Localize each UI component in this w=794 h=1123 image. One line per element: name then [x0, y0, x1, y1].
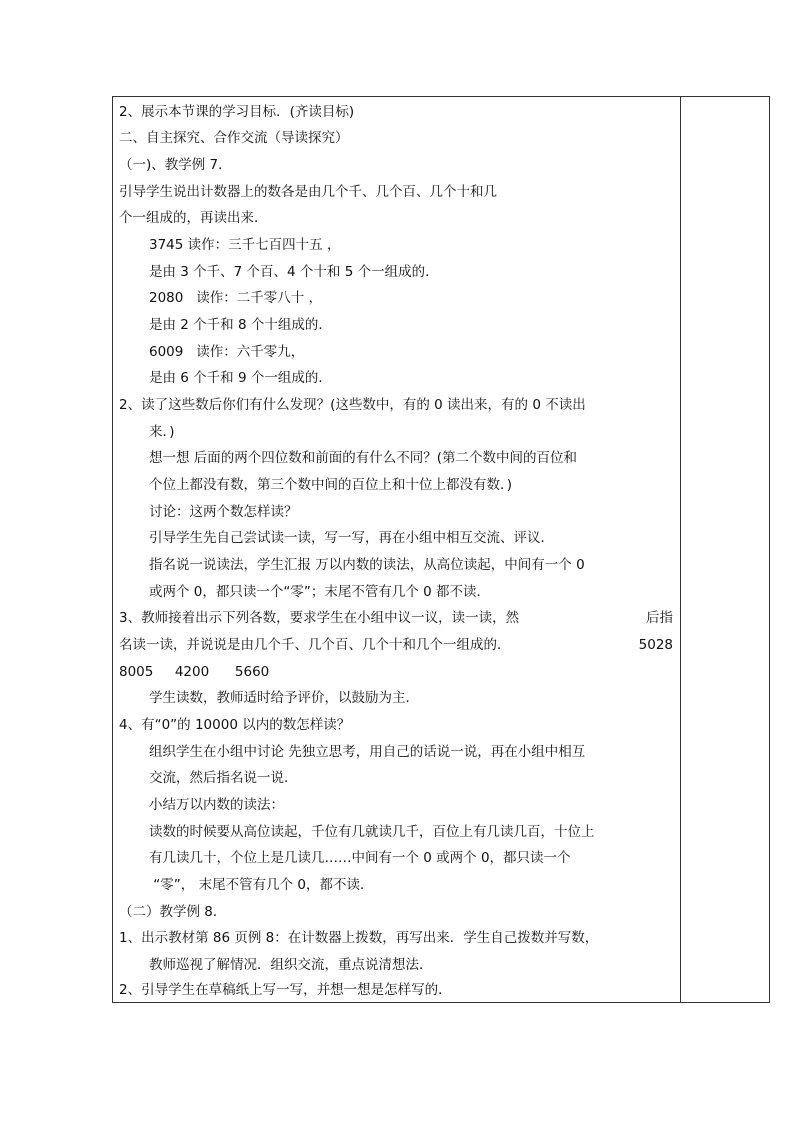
text-line: 是由 3 个千、7 个百、4 个十和 5 个一组成的． — [149, 264, 439, 280]
text-line: 学生读数，教师适时给予评价，以鼓励为主． — [149, 690, 419, 706]
text-line: （一)、教学例 7． — [119, 157, 232, 173]
text-line: 2、展示本节课的学习目标．(齐读目标) — [119, 104, 355, 120]
text-line: 6009 读作：六千零九， — [149, 344, 305, 360]
text-line: 是由 6 个千和 9 个一组成的． — [149, 370, 332, 386]
text-line: 指名说一说读法，学生汇报 万以内数的读法，从高位读起，中间有一个 0 — [149, 557, 585, 573]
text-line: 3、教师接着出示下列各数，要求学生在小组中议一议，读一读，然 — [119, 610, 520, 626]
text-line: 有几读几十，个位上是几读几……中间有一个 0 或两个 0，都只读一个 — [149, 850, 571, 866]
text-line: 2080 读作：二千零八十 ， — [149, 290, 323, 306]
text-line: 想一想 后面的两个四位数和前面的有什么不同？(第二个数中间的百位和 — [149, 450, 578, 466]
text-line: 引导学生先自己尝试读一读，写一写，再在小组中相互交流、评议． — [149, 530, 554, 546]
text-line: 或两个 0，都只读一个“零”；末尾不管有几个 0 都不读． — [149, 584, 491, 600]
text-line: 2、读了这些数后你们有什么发现？(这些数中，有的 0 读出来，有的 0 不读出 — [119, 397, 586, 413]
lesson-table — [112, 96, 770, 1003]
text-line: 个位上都没有数，第三个数中间的百位上和十位上都没有数．) — [149, 477, 513, 493]
text-line: 2、引导学生在草稿纸上写一写，并想一想是怎样写的． — [119, 982, 452, 998]
text-line: 来．) — [149, 424, 175, 440]
column-divider — [680, 97, 681, 1002]
text-line: 讨论：这两个数怎样读？ — [149, 504, 298, 520]
text-line: 交流，然后指名说一说． — [149, 770, 298, 786]
text-line: 1、出示教材第 86 页例 8：在计数器上拨数，再写出来．学生自己拨数并写数， — [119, 930, 599, 946]
text-line: 小结万以内数的读法： — [149, 797, 284, 813]
text-line: 引导学生说出计数器上的数各是由几个千、几个百、几个十和几 — [119, 184, 497, 200]
text-line: 是由 2 个千和 8 个十组成的． — [149, 317, 332, 333]
text-line: “零”， 末尾不管有几个 0，都不读． — [149, 877, 374, 893]
text-line: 名读一读，并说说是由几个千、几个百、几个十和几个一组成的． — [119, 637, 511, 653]
text-line: 8005 4200 5660 — [119, 664, 270, 680]
text-line: 教师巡视了解情况．组织交流，重点说清想法． — [149, 957, 433, 973]
text-line: （二）教学例 8． — [119, 904, 227, 920]
text-line: 二、自主探究、合作交流（导读探究） — [119, 130, 349, 146]
text-line: 个一组成的，再读出来． — [119, 210, 268, 226]
text-line: 5028 — [638, 637, 673, 653]
text-line: 4、有“0”的 10000 以内的数怎样读？ — [119, 717, 351, 733]
text-line: 组织学生在小组中讨论 先独立思考，用自己的话说一说，再在小组中相互 — [149, 744, 586, 760]
text-line: 后指 — [646, 610, 673, 626]
text-line: 读数的时候要从高位读起，千位有几就读几千，百位上有几读几百，十位上 — [149, 824, 595, 840]
text-line: 3745 读作：三千七百四十五 ， — [149, 237, 341, 253]
